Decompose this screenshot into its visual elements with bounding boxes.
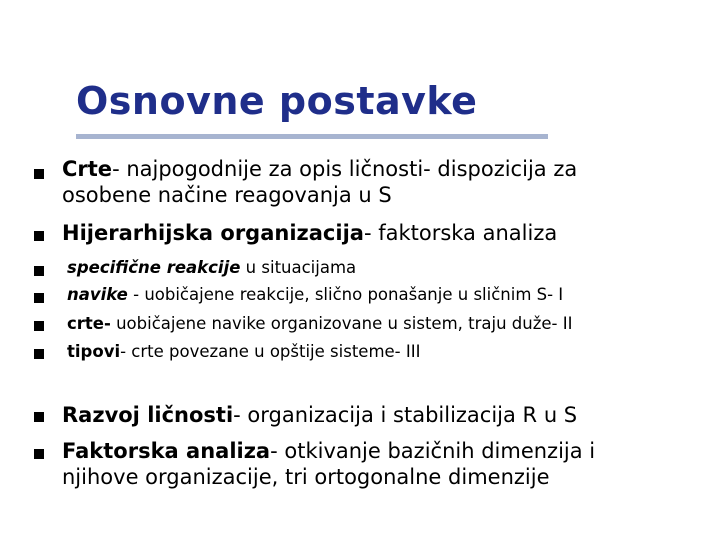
list-item-continuation: njihove organizacije, tri ortogonalne dimenzije xyxy=(62,465,550,489)
bullet-icon xyxy=(34,449,44,459)
list-item: tipovi- crte povezane u opštije sisteme- III xyxy=(67,342,421,361)
bullet-icon xyxy=(34,266,44,276)
list-item-continuation: osobene načine reagovanja u S xyxy=(62,183,392,207)
list-item: crte- uobičajene navike organizovane u sistem, traju duže- II xyxy=(67,314,573,333)
list-item: Faktorska analiza- otkivanje bazičnih dimenzija i xyxy=(62,439,596,463)
slide-title: Osnovne postavke xyxy=(76,79,478,123)
bullet-icon xyxy=(34,321,44,331)
list-item: Hijerarhijska organizacija- faktorska analiza xyxy=(62,221,558,245)
title-underline xyxy=(76,134,548,139)
bullet-icon xyxy=(34,349,44,359)
list-item: Crte- najpogodnije za opis ličnosti- dispozicija za xyxy=(62,157,578,181)
list-item: navike - uobičajene reakcije, slično ponašanje u sličnim S- I xyxy=(67,285,564,304)
list-item: specifične reakcije u situacijama xyxy=(67,258,357,277)
bullet-icon xyxy=(34,412,44,422)
bullet-icon xyxy=(34,293,44,303)
bullet-icon xyxy=(34,231,44,241)
bullet-icon xyxy=(34,169,44,179)
list-item: Razvoj ličnosti- organizacija i stabilizacija R u S xyxy=(62,403,578,427)
